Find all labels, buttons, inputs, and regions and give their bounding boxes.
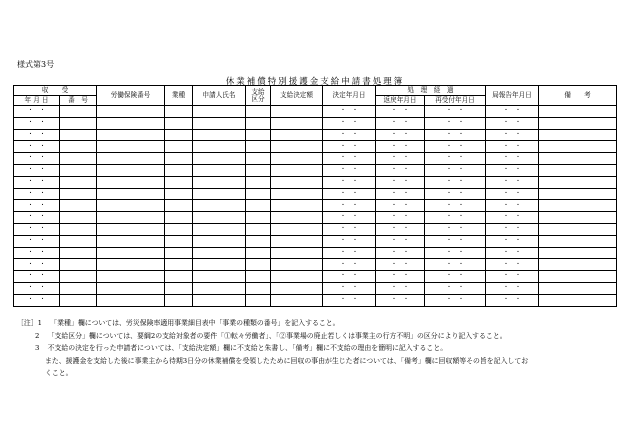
header-receipt-no: 番 号 xyxy=(60,96,97,106)
cell-remarks[interactable] xyxy=(539,176,617,188)
cell-remarks[interactable] xyxy=(539,223,617,235)
cell-return-date[interactable]: ・ ・ xyxy=(376,271,425,283)
cell-decision-date[interactable]: ・ ・ xyxy=(323,271,376,283)
cell-applicant[interactable] xyxy=(193,129,246,141)
cell-industry[interactable] xyxy=(165,188,193,200)
cell-pay-class[interactable] xyxy=(246,212,271,224)
cell-resubmit-date[interactable]: ・ ・ xyxy=(425,223,486,235)
cell-receipt-no[interactable] xyxy=(60,212,97,224)
cell-receipt-date[interactable]: ・ ・ xyxy=(14,129,60,141)
cell-resubmit-date[interactable]: ・ ・ xyxy=(425,141,486,153)
cell-resubmit-date[interactable]: ・ ・ xyxy=(425,294,486,306)
cell-resubmit-date[interactable]: ・ ・ xyxy=(425,259,486,271)
cell-receipt-date[interactable]: ・ ・ xyxy=(14,271,60,283)
cell-return-date[interactable]: ・ ・ xyxy=(376,176,425,188)
cell-pay-amount[interactable] xyxy=(271,106,323,118)
cell-resubmit-date[interactable]: ・ ・ xyxy=(425,176,486,188)
cell-industry[interactable] xyxy=(165,271,193,283)
cell-receipt-no[interactable] xyxy=(60,294,97,306)
header-resubmit-date: 再受付年月日 xyxy=(425,96,486,106)
cell-applicant[interactable] xyxy=(193,223,246,235)
cell-pay-amount[interactable] xyxy=(271,176,323,188)
cell-receipt-date[interactable]: ・ ・ xyxy=(14,188,60,200)
cell-industry[interactable] xyxy=(165,212,193,224)
cell-bureau-report[interactable]: ・ ・ xyxy=(486,106,539,118)
cell-receipt-date[interactable]: ・ ・ xyxy=(14,176,60,188)
cell-bureau-report[interactable]: ・ ・ xyxy=(486,247,539,259)
cell-insurance-no[interactable] xyxy=(97,153,165,165)
cell-applicant[interactable] xyxy=(193,212,246,224)
cell-return-date[interactable]: ・ ・ xyxy=(376,106,425,118)
cell-applicant[interactable] xyxy=(193,106,246,118)
cell-pay-amount[interactable] xyxy=(271,212,323,224)
cell-applicant[interactable] xyxy=(193,259,246,271)
cell-industry[interactable] xyxy=(165,294,193,306)
table-row xyxy=(14,235,617,247)
cell-bureau-report[interactable]: ・ ・ xyxy=(486,188,539,200)
cell-decision-date[interactable]: ・ ・ xyxy=(323,106,376,118)
cell-insurance-no[interactable] xyxy=(97,117,165,129)
cell-return-date[interactable]: ・ ・ xyxy=(376,282,425,294)
cell-resubmit-date[interactable]: ・ ・ xyxy=(425,188,486,200)
cell-pay-class[interactable] xyxy=(246,235,271,247)
cell-receipt-date[interactable]: ・ ・ xyxy=(14,153,60,165)
cell-decision-date[interactable]: ・ ・ xyxy=(323,176,376,188)
cell-decision-date[interactable]: ・ ・ xyxy=(323,153,376,165)
cell-receipt-no[interactable] xyxy=(60,282,97,294)
cell-receipt-date[interactable]: ・ ・ xyxy=(14,282,60,294)
cell-receipt-no[interactable] xyxy=(60,176,97,188)
cell-remarks[interactable] xyxy=(539,282,617,294)
cell-decision-date[interactable]: ・ ・ xyxy=(323,259,376,271)
cell-remarks[interactable] xyxy=(539,141,617,153)
cell-receipt-date[interactable]: ・ ・ xyxy=(14,259,60,271)
note-2 xyxy=(17,330,617,343)
cell-return-date[interactable]: ・ ・ xyxy=(376,153,425,165)
note-1 xyxy=(17,317,617,330)
cell-industry[interactable] xyxy=(165,223,193,235)
cell-return-date[interactable]: ・ ・ xyxy=(376,294,425,306)
cell-industry[interactable] xyxy=(165,247,193,259)
cell-return-date[interactable]: ・ ・ xyxy=(376,141,425,153)
cell-receipt-date[interactable]: ・ ・ xyxy=(14,117,60,129)
cell-decision-date[interactable]: ・ ・ xyxy=(323,200,376,212)
table-row xyxy=(14,271,617,283)
cell-pay-amount[interactable] xyxy=(271,247,323,259)
cell-bureau-report[interactable]: ・ ・ xyxy=(486,235,539,247)
cell-bureau-report[interactable]: ・ ・ xyxy=(486,259,539,271)
table-row xyxy=(14,294,617,306)
cell-resubmit-date[interactable]: ・ ・ xyxy=(425,282,486,294)
table-row xyxy=(14,176,617,188)
table-row xyxy=(14,188,617,200)
cell-bureau-report[interactable]: ・ ・ xyxy=(486,200,539,212)
cell-insurance-no[interactable] xyxy=(97,223,165,235)
cell-applicant[interactable] xyxy=(193,117,246,129)
cell-decision-date[interactable]: ・ ・ xyxy=(323,164,376,176)
cell-receipt-date[interactable]: ・ ・ xyxy=(14,200,60,212)
cell-industry[interactable] xyxy=(165,106,193,118)
header-pay-class-label: 支給区分 xyxy=(251,87,265,103)
cell-receipt-no[interactable] xyxy=(60,129,97,141)
cell-receipt-date[interactable]: ・ ・ xyxy=(14,164,60,176)
cell-remarks[interactable] xyxy=(539,188,617,200)
cell-pay-amount[interactable] xyxy=(271,188,323,200)
cell-decision-date[interactable]: ・ ・ xyxy=(323,117,376,129)
table-row xyxy=(14,164,617,176)
cell-pay-class[interactable] xyxy=(246,141,271,153)
cell-remarks[interactable] xyxy=(539,247,617,259)
cell-insurance-no[interactable] xyxy=(97,212,165,224)
header-remarks: 備 考 xyxy=(539,86,617,106)
cell-pay-amount[interactable] xyxy=(271,271,323,283)
cell-industry[interactable] xyxy=(165,282,193,294)
cell-remarks[interactable] xyxy=(539,129,617,141)
cell-pay-amount[interactable] xyxy=(271,282,323,294)
cell-receipt-no[interactable] xyxy=(60,235,97,247)
cell-industry[interactable] xyxy=(165,259,193,271)
cell-return-date[interactable]: ・ ・ xyxy=(376,212,425,224)
cell-decision-date[interactable]: ・ ・ xyxy=(323,129,376,141)
cell-bureau-report[interactable]: ・ ・ xyxy=(486,223,539,235)
cell-bureau-report[interactable]: ・ ・ xyxy=(486,129,539,141)
cell-pay-amount[interactable] xyxy=(271,153,323,165)
header-industry: 業種 xyxy=(165,86,193,106)
cell-industry[interactable] xyxy=(165,200,193,212)
cell-industry[interactable] xyxy=(165,176,193,188)
cell-receipt-date[interactable]: ・ ・ xyxy=(14,106,60,118)
cell-bureau-report[interactable]: ・ ・ xyxy=(486,153,539,165)
cell-pay-amount[interactable] xyxy=(271,141,323,153)
cell-pay-amount[interactable] xyxy=(271,259,323,271)
cell-remarks[interactable] xyxy=(539,164,617,176)
cell-receipt-no[interactable] xyxy=(60,164,97,176)
table-row xyxy=(14,223,617,235)
cell-remarks[interactable] xyxy=(539,294,617,306)
cell-pay-amount[interactable] xyxy=(271,235,323,247)
cell-insurance-no[interactable] xyxy=(97,141,165,153)
notes xyxy=(17,317,617,380)
cell-receipt-date[interactable]: ・ ・ xyxy=(14,294,60,306)
note-2-text: 「支給区分」欄については、要綱2の支給対象者の要件「①転々労働者」、「②事業場の廃止若しくは事業主の行方不明」の区分により記入すること。 xyxy=(47,331,507,340)
cell-receipt-no[interactable] xyxy=(60,153,97,165)
cell-remarks[interactable] xyxy=(539,117,617,129)
cell-applicant[interactable] xyxy=(193,294,246,306)
cell-industry[interactable] xyxy=(165,164,193,176)
ledger-body xyxy=(14,106,617,307)
cell-remarks[interactable] xyxy=(539,106,617,118)
cell-applicant[interactable] xyxy=(193,153,246,165)
note-3-num: 3 xyxy=(35,344,40,352)
table-row xyxy=(14,282,617,294)
header-pay-amount: 支給決定額 xyxy=(271,86,323,106)
cell-insurance-no[interactable] xyxy=(97,164,165,176)
cell-pay-class[interactable] xyxy=(246,200,271,212)
cell-remarks[interactable] xyxy=(539,200,617,212)
cell-insurance-no[interactable] xyxy=(97,294,165,306)
cell-return-date[interactable]: ・ ・ xyxy=(376,223,425,235)
cell-pay-amount[interactable] xyxy=(271,200,323,212)
cell-bureau-report[interactable]: ・ ・ xyxy=(486,212,539,224)
cell-insurance-no[interactable] xyxy=(97,259,165,271)
note-3-continued: また、援護金を支給した後に事業主から待期3日分の休業補償を受領したために回収の事由が生じた者については、「備考」欄に回収額等その旨を記入してお xyxy=(45,356,529,365)
cell-pay-class[interactable] xyxy=(246,106,271,118)
cell-industry[interactable] xyxy=(165,153,193,165)
cell-receipt-date[interactable]: ・ ・ xyxy=(14,212,60,224)
cell-industry[interactable] xyxy=(165,141,193,153)
cell-applicant[interactable] xyxy=(193,282,246,294)
cell-applicant[interactable] xyxy=(193,141,246,153)
cell-pay-class[interactable] xyxy=(246,129,271,141)
cell-receipt-no[interactable] xyxy=(60,247,97,259)
cell-receipt-no[interactable] xyxy=(60,188,97,200)
cell-receipt-no[interactable] xyxy=(60,141,97,153)
note-3-end: くこと。 xyxy=(45,369,73,377)
cell-decision-date[interactable]: ・ ・ xyxy=(323,294,376,306)
cell-return-date[interactable]: ・ ・ xyxy=(376,188,425,200)
cell-return-date[interactable]: ・ ・ xyxy=(376,117,425,129)
table-row xyxy=(14,200,617,212)
header-bureau-report: 局報告年月日 xyxy=(486,86,539,106)
cell-receipt-no[interactable] xyxy=(60,271,97,283)
cell-decision-date[interactable]: ・ ・ xyxy=(323,212,376,224)
table-row xyxy=(14,117,617,129)
cell-pay-class[interactable] xyxy=(246,271,271,283)
cell-bureau-report[interactable]: ・ ・ xyxy=(486,117,539,129)
cell-bureau-report[interactable]: ・ ・ xyxy=(486,294,539,306)
cell-insurance-no[interactable] xyxy=(97,176,165,188)
page-title: 休業補償特別援護金支給申請書処理簿 xyxy=(225,77,405,87)
cell-return-date[interactable]: ・ ・ xyxy=(376,129,425,141)
cell-resubmit-date[interactable]: ・ ・ xyxy=(425,129,486,141)
cell-pay-class[interactable] xyxy=(246,188,271,200)
cell-return-date[interactable]: ・ ・ xyxy=(376,200,425,212)
cell-pay-class[interactable] xyxy=(246,176,271,188)
cell-return-date[interactable]: ・ ・ xyxy=(376,247,425,259)
cell-resubmit-date[interactable]: ・ ・ xyxy=(425,200,486,212)
header-decision-date: 決定年月日 xyxy=(323,86,376,106)
ledger-table xyxy=(13,85,617,307)
cell-applicant[interactable] xyxy=(193,271,246,283)
cell-receipt-no[interactable] xyxy=(60,223,97,235)
cell-receipt-no[interactable] xyxy=(60,117,97,129)
cell-decision-date[interactable]: ・ ・ xyxy=(323,235,376,247)
cell-return-date[interactable]: ・ ・ xyxy=(376,235,425,247)
cell-pay-amount[interactable] xyxy=(271,164,323,176)
cell-applicant[interactable] xyxy=(193,247,246,259)
cell-pay-class[interactable] xyxy=(246,164,271,176)
cell-resubmit-date[interactable]: ・ ・ xyxy=(425,247,486,259)
cell-receipt-date[interactable]: ・ ・ xyxy=(14,141,60,153)
cell-decision-date[interactable]: ・ ・ xyxy=(323,188,376,200)
cell-insurance-no[interactable] xyxy=(97,282,165,294)
cell-applicant[interactable] xyxy=(193,188,246,200)
cell-resubmit-date[interactable]: ・ ・ xyxy=(425,271,486,283)
table-row xyxy=(14,129,617,141)
cell-receipt-date[interactable]: ・ ・ xyxy=(14,235,60,247)
header-process: 処 理 経 過 xyxy=(376,86,486,96)
cell-remarks[interactable] xyxy=(539,235,617,247)
cell-resubmit-date[interactable]: ・ ・ xyxy=(425,153,486,165)
cell-receipt-date[interactable]: ・ ・ xyxy=(14,247,60,259)
table-row xyxy=(14,259,617,271)
header-receipt-date: 年 月 日 xyxy=(14,96,60,106)
note-3-text: 不支給の決定を行った申請者については、「支給決定額」欄に不支給と朱書し、「備考」欄に不支給の理由を簡明に記入すること。 xyxy=(47,344,448,352)
table-row xyxy=(14,247,617,259)
cell-pay-class[interactable] xyxy=(246,282,271,294)
cell-applicant[interactable] xyxy=(193,176,246,188)
cell-return-date[interactable]: ・ ・ xyxy=(376,259,425,271)
cell-receipt-no[interactable] xyxy=(60,106,97,118)
cell-bureau-report[interactable]: ・ ・ xyxy=(486,141,539,153)
table-row xyxy=(14,212,617,224)
cell-insurance-no[interactable] xyxy=(97,129,165,141)
cell-resubmit-date[interactable]: ・ ・ xyxy=(425,106,486,118)
note-1-text: 「業種」欄については、労災保険率適用事業細目表中「事業の種類の番号」を記入すること。 xyxy=(50,319,340,327)
cell-decision-date[interactable]: ・ ・ xyxy=(323,282,376,294)
cell-pay-amount[interactable] xyxy=(271,117,323,129)
cell-remarks[interactable] xyxy=(539,271,617,283)
cell-receipt-date[interactable]: ・ ・ xyxy=(14,223,60,235)
cell-insurance-no[interactable] xyxy=(97,200,165,212)
header-insurance-no: 労働保険番号 xyxy=(97,86,165,106)
form-number: 様式第3号 xyxy=(17,60,55,69)
cell-pay-amount[interactable] xyxy=(271,129,323,141)
cell-decision-date[interactable]: ・ ・ xyxy=(323,247,376,259)
cell-insurance-no[interactable] xyxy=(97,247,165,259)
cell-pay-amount[interactable] xyxy=(271,223,323,235)
cell-remarks[interactable] xyxy=(539,153,617,165)
cell-bureau-report[interactable]: ・ ・ xyxy=(486,176,539,188)
cell-resubmit-date[interactable]: ・ ・ xyxy=(425,212,486,224)
cell-resubmit-date[interactable]: ・ ・ xyxy=(425,164,486,176)
cell-resubmit-date[interactable]: ・ ・ xyxy=(425,117,486,129)
cell-return-date[interactable]: ・ ・ xyxy=(376,164,425,176)
header-return-date: 返戻年月日 xyxy=(376,96,425,106)
cell-applicant[interactable] xyxy=(193,164,246,176)
cell-applicant[interactable] xyxy=(193,200,246,212)
cell-pay-amount[interactable] xyxy=(271,294,323,306)
cell-bureau-report[interactable]: ・ ・ xyxy=(486,164,539,176)
cell-remarks[interactable] xyxy=(539,212,617,224)
cell-bureau-report[interactable]: ・ ・ xyxy=(486,282,539,294)
cell-remarks[interactable] xyxy=(539,259,617,271)
cell-pay-class[interactable] xyxy=(246,247,271,259)
header-receipt: 収 受 xyxy=(14,86,97,96)
cell-pay-class[interactable] xyxy=(246,223,271,235)
cell-pay-class[interactable] xyxy=(246,259,271,271)
cell-pay-class[interactable] xyxy=(246,117,271,129)
cell-industry[interactable] xyxy=(165,129,193,141)
cell-pay-class[interactable] xyxy=(246,153,271,165)
header-pay-class xyxy=(246,86,271,106)
table-row xyxy=(14,141,617,153)
cell-industry[interactable] xyxy=(165,117,193,129)
cell-decision-date[interactable]: ・ ・ xyxy=(323,223,376,235)
table-row xyxy=(14,153,617,165)
cell-industry[interactable] xyxy=(165,235,193,247)
cell-insurance-no[interactable] xyxy=(97,235,165,247)
cell-decision-date[interactable]: ・ ・ xyxy=(323,141,376,153)
note-2-num: 2 xyxy=(35,331,40,340)
cell-insurance-no[interactable] xyxy=(97,188,165,200)
cell-pay-class[interactable] xyxy=(246,294,271,306)
cell-applicant[interactable] xyxy=(193,235,246,247)
cell-insurance-no[interactable] xyxy=(97,106,165,118)
cell-receipt-no[interactable] xyxy=(60,200,97,212)
cell-bureau-report[interactable]: ・ ・ xyxy=(486,271,539,283)
note-3 xyxy=(17,342,617,355)
cell-receipt-no[interactable] xyxy=(60,259,97,271)
cell-insurance-no[interactable] xyxy=(97,271,165,283)
note-label: ［注］1 xyxy=(17,319,43,327)
header-applicant: 申請人氏名 xyxy=(193,86,246,106)
table-row xyxy=(14,106,617,118)
cell-resubmit-date[interactable]: ・ ・ xyxy=(425,235,486,247)
